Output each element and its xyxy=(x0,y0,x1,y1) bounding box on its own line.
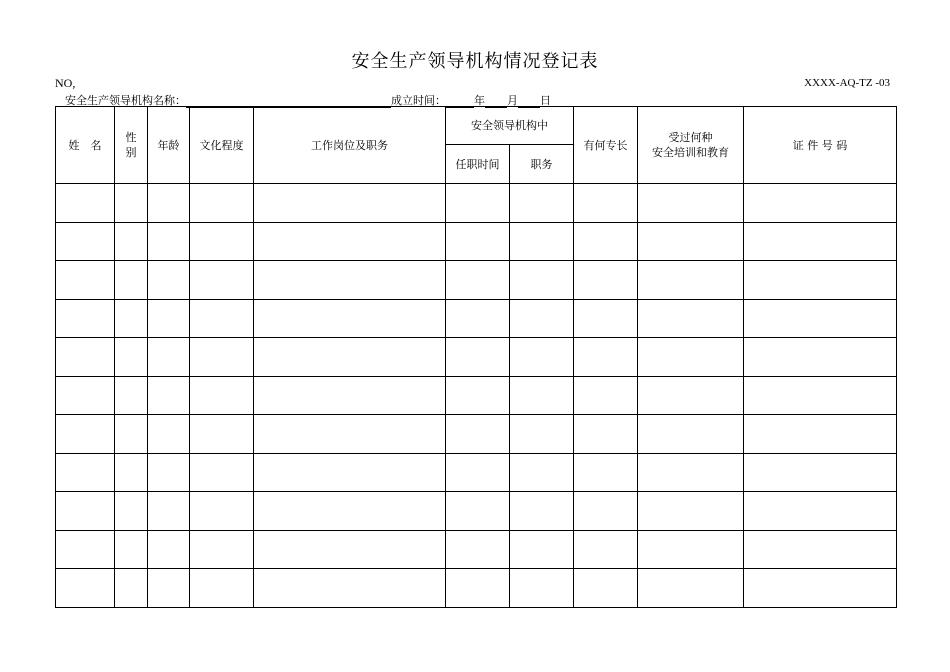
cell-name[interactable] xyxy=(56,569,115,608)
cell-duty[interactable] xyxy=(510,530,574,569)
cell-name[interactable] xyxy=(56,530,115,569)
cell-duty[interactable] xyxy=(510,492,574,531)
year-label: 年 xyxy=(474,94,485,107)
cell-specialty[interactable] xyxy=(574,569,638,608)
cell-training[interactable] xyxy=(638,184,744,223)
cell-tenure[interactable] xyxy=(446,492,510,531)
cell-age[interactable] xyxy=(148,415,190,454)
cell-training[interactable] xyxy=(638,453,744,492)
cell-cert[interactable] xyxy=(744,530,897,569)
header-leadership-group: 安全领导机构中 xyxy=(446,107,574,145)
cell-specialty[interactable] xyxy=(574,338,638,377)
cell-cert[interactable] xyxy=(744,569,897,608)
cell-gender[interactable] xyxy=(115,222,148,261)
header-training-line2: 安全培训和教育 xyxy=(652,146,729,159)
cell-tenure[interactable] xyxy=(446,338,510,377)
cell-education[interactable] xyxy=(190,338,254,377)
cell-training[interactable] xyxy=(638,261,744,300)
cell-age[interactable] xyxy=(148,453,190,492)
cell-training[interactable] xyxy=(638,415,744,454)
cell-gender[interactable] xyxy=(115,569,148,608)
cell-age[interactable] xyxy=(148,222,190,261)
cell-gender[interactable] xyxy=(115,376,148,415)
org-name-label: 安全生产领导机构名称： xyxy=(65,94,186,107)
cell-cert[interactable] xyxy=(744,222,897,261)
cell-tenure[interactable] xyxy=(446,530,510,569)
cell-position[interactable] xyxy=(254,492,446,531)
cell-education[interactable] xyxy=(190,530,254,569)
cell-specialty[interactable] xyxy=(574,530,638,569)
header-age: 年龄 xyxy=(148,107,190,184)
cell-gender[interactable] xyxy=(115,261,148,300)
cell-position[interactable] xyxy=(254,415,446,454)
cell-education[interactable] xyxy=(190,261,254,300)
cell-age[interactable] xyxy=(148,569,190,608)
header-education: 文化程度 xyxy=(190,107,254,184)
cell-specialty[interactable] xyxy=(574,261,638,300)
cell-education[interactable] xyxy=(190,569,254,608)
cell-gender[interactable] xyxy=(115,492,148,531)
cell-training[interactable] xyxy=(638,569,744,608)
table-row xyxy=(56,453,897,492)
cell-specialty[interactable] xyxy=(574,453,638,492)
cell-duty[interactable] xyxy=(510,376,574,415)
cell-training[interactable] xyxy=(638,492,744,531)
table-row xyxy=(56,184,897,223)
cell-name[interactable] xyxy=(56,222,115,261)
cell-tenure[interactable] xyxy=(446,184,510,223)
cell-education[interactable] xyxy=(190,376,254,415)
cell-gender[interactable] xyxy=(115,453,148,492)
cell-age[interactable] xyxy=(148,492,190,531)
cell-specialty[interactable] xyxy=(574,492,638,531)
cell-gender[interactable] xyxy=(115,530,148,569)
cell-position[interactable] xyxy=(254,261,446,300)
header-tenure: 任职时间 xyxy=(446,145,510,184)
header-gender-line1: 性 xyxy=(125,131,137,144)
cell-name[interactable] xyxy=(56,184,115,223)
cell-tenure[interactable] xyxy=(446,376,510,415)
cell-tenure[interactable] xyxy=(446,569,510,608)
cell-position[interactable] xyxy=(254,299,446,338)
header-training xyxy=(638,107,744,184)
cell-position[interactable] xyxy=(254,453,446,492)
cell-age[interactable] xyxy=(148,299,190,338)
cell-duty[interactable] xyxy=(510,299,574,338)
table-row xyxy=(56,376,897,415)
cell-position[interactable] xyxy=(254,222,446,261)
cell-duty[interactable] xyxy=(510,415,574,454)
cell-specialty[interactable] xyxy=(574,376,638,415)
cell-tenure[interactable] xyxy=(446,222,510,261)
cell-tenure[interactable] xyxy=(446,261,510,300)
cell-name[interactable] xyxy=(56,453,115,492)
month-label: 月 xyxy=(507,94,518,107)
header-name: 姓 名 xyxy=(56,107,115,184)
header-duty: 职务 xyxy=(510,145,574,184)
page-title: 安全生产领导机构情况登记表 xyxy=(351,51,599,72)
cell-training[interactable] xyxy=(638,299,744,338)
cell-age[interactable] xyxy=(148,184,190,223)
cell-gender[interactable] xyxy=(115,415,148,454)
cell-age[interactable] xyxy=(148,338,190,377)
established-label: 成立时间： xyxy=(391,94,446,107)
cell-education[interactable] xyxy=(190,184,254,223)
cell-position[interactable] xyxy=(254,569,446,608)
cell-position[interactable] xyxy=(254,338,446,377)
cell-training[interactable] xyxy=(638,338,744,377)
registration-table xyxy=(55,106,897,608)
cell-duty[interactable] xyxy=(510,184,574,223)
cell-name[interactable] xyxy=(56,261,115,300)
cell-education[interactable] xyxy=(190,453,254,492)
cell-specialty[interactable] xyxy=(574,184,638,223)
cell-cert[interactable] xyxy=(744,492,897,531)
table-row xyxy=(56,415,897,454)
cell-duty[interactable] xyxy=(510,569,574,608)
cell-cert[interactable] xyxy=(744,338,897,377)
table-row xyxy=(56,530,897,569)
cell-cert[interactable] xyxy=(744,299,897,338)
header-cert-number: 证 件 号 码 xyxy=(744,107,897,184)
cell-name[interactable] xyxy=(56,299,115,338)
cell-cert[interactable] xyxy=(744,376,897,415)
cell-name[interactable] xyxy=(56,415,115,454)
header-gender-line2: 别 xyxy=(125,146,137,159)
table-row xyxy=(56,569,897,608)
cell-gender[interactable] xyxy=(115,338,148,377)
cell-cert[interactable] xyxy=(744,415,897,454)
cell-age[interactable] xyxy=(148,530,190,569)
header-training-line1: 受过何种 xyxy=(668,131,713,144)
cell-cert[interactable] xyxy=(744,184,897,223)
cell-tenure[interactable] xyxy=(446,415,510,454)
header-position: 工作岗位及职务 xyxy=(254,107,446,184)
header-specialty: 有何专长 xyxy=(574,107,638,184)
cell-duty[interactable] xyxy=(510,338,574,377)
cell-name[interactable] xyxy=(56,492,115,531)
cell-tenure[interactable] xyxy=(446,299,510,338)
cell-duty[interactable] xyxy=(510,261,574,300)
form-number-label: NO, xyxy=(55,76,76,90)
table-row xyxy=(56,222,897,261)
cell-training[interactable] xyxy=(638,376,744,415)
cell-cert[interactable] xyxy=(744,453,897,492)
cell-gender[interactable] xyxy=(115,299,148,338)
cell-position[interactable] xyxy=(254,530,446,569)
cell-specialty[interactable] xyxy=(574,415,638,454)
cell-specialty[interactable] xyxy=(574,222,638,261)
table-row xyxy=(56,299,897,338)
header-gender xyxy=(115,107,148,184)
cell-age[interactable] xyxy=(148,376,190,415)
cell-education[interactable] xyxy=(190,222,254,261)
cell-name[interactable] xyxy=(56,338,115,377)
table-row xyxy=(56,492,897,531)
cell-training[interactable] xyxy=(638,222,744,261)
cell-training[interactable] xyxy=(638,530,744,569)
document-code: XXXX-AQ-TZ -03 xyxy=(804,77,890,89)
cell-education[interactable] xyxy=(190,299,254,338)
table-row xyxy=(56,261,897,300)
cell-name[interactable] xyxy=(56,376,115,415)
day-label: 日 xyxy=(540,94,551,107)
cell-duty[interactable] xyxy=(510,222,574,261)
cell-duty[interactable] xyxy=(510,453,574,492)
cell-specialty[interactable] xyxy=(574,299,638,338)
cell-education[interactable] xyxy=(190,492,254,531)
cell-position[interactable] xyxy=(254,184,446,223)
cell-education[interactable] xyxy=(190,415,254,454)
table-body xyxy=(56,184,897,608)
cell-cert[interactable] xyxy=(744,261,897,300)
cell-tenure[interactable] xyxy=(446,453,510,492)
cell-position[interactable] xyxy=(254,376,446,415)
table-row xyxy=(56,338,897,377)
cell-gender[interactable] xyxy=(115,184,148,223)
cell-age[interactable] xyxy=(148,261,190,300)
